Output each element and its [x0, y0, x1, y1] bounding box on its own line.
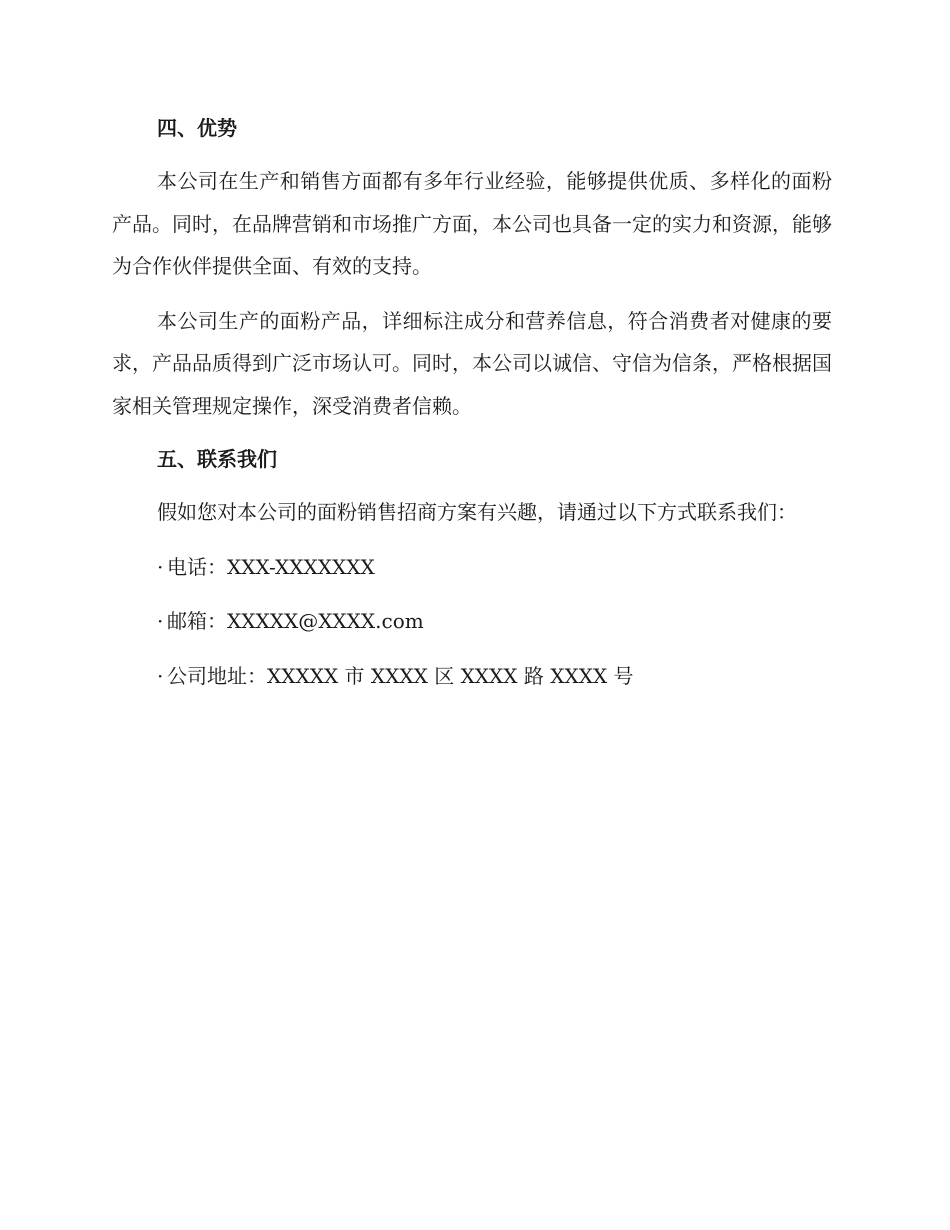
contact-address: [112, 655, 832, 698]
advantages-paragraph-1: 本公司在生产和销售方面都有多年行业经验，能够提供优质、多样化的面粉产品。同时，在品牌营销和市场推广方面，本公司也具备一定的实力和资源，能够为合作伙伴提供全面、有效的支持。: [112, 169, 832, 278]
contact-address-text: 公司地址：XXXXX 市 XXXX 区 XXXX 路 XXXX 号: [167, 663, 634, 688]
contact-email-text: 邮箱：XXXXX@XXXX.com: [167, 609, 424, 633]
document-page: [112, 108, 832, 697]
section-heading-contact: 五、联系我们: [157, 447, 277, 471]
contact-paragraph: 假如您对本公司的面粉销售招商方案有兴趣，请通过以下方式联系我们：: [157, 500, 797, 524]
contact-email: [112, 600, 832, 643]
advantages-paragraph-2: 本公司生产的面粉产品，详细标注成分和营养信息，符合消费者对健康的要求，产品品质得到广泛市场认可。同时，本公司以诚信、守信为信条，严格根据国家相关管理规定操作，深受消费者信赖。: [112, 308, 832, 418]
bullet-dot: ·: [157, 609, 164, 633]
contact-phone-text: 电话：XXX-XXXXXXX: [167, 554, 375, 579]
contact-phone: [112, 546, 832, 589]
bullet-dot: ·: [157, 663, 164, 688]
section-heading-advantages: 四、优势: [157, 116, 237, 140]
bullet-dot: ·: [157, 554, 164, 579]
